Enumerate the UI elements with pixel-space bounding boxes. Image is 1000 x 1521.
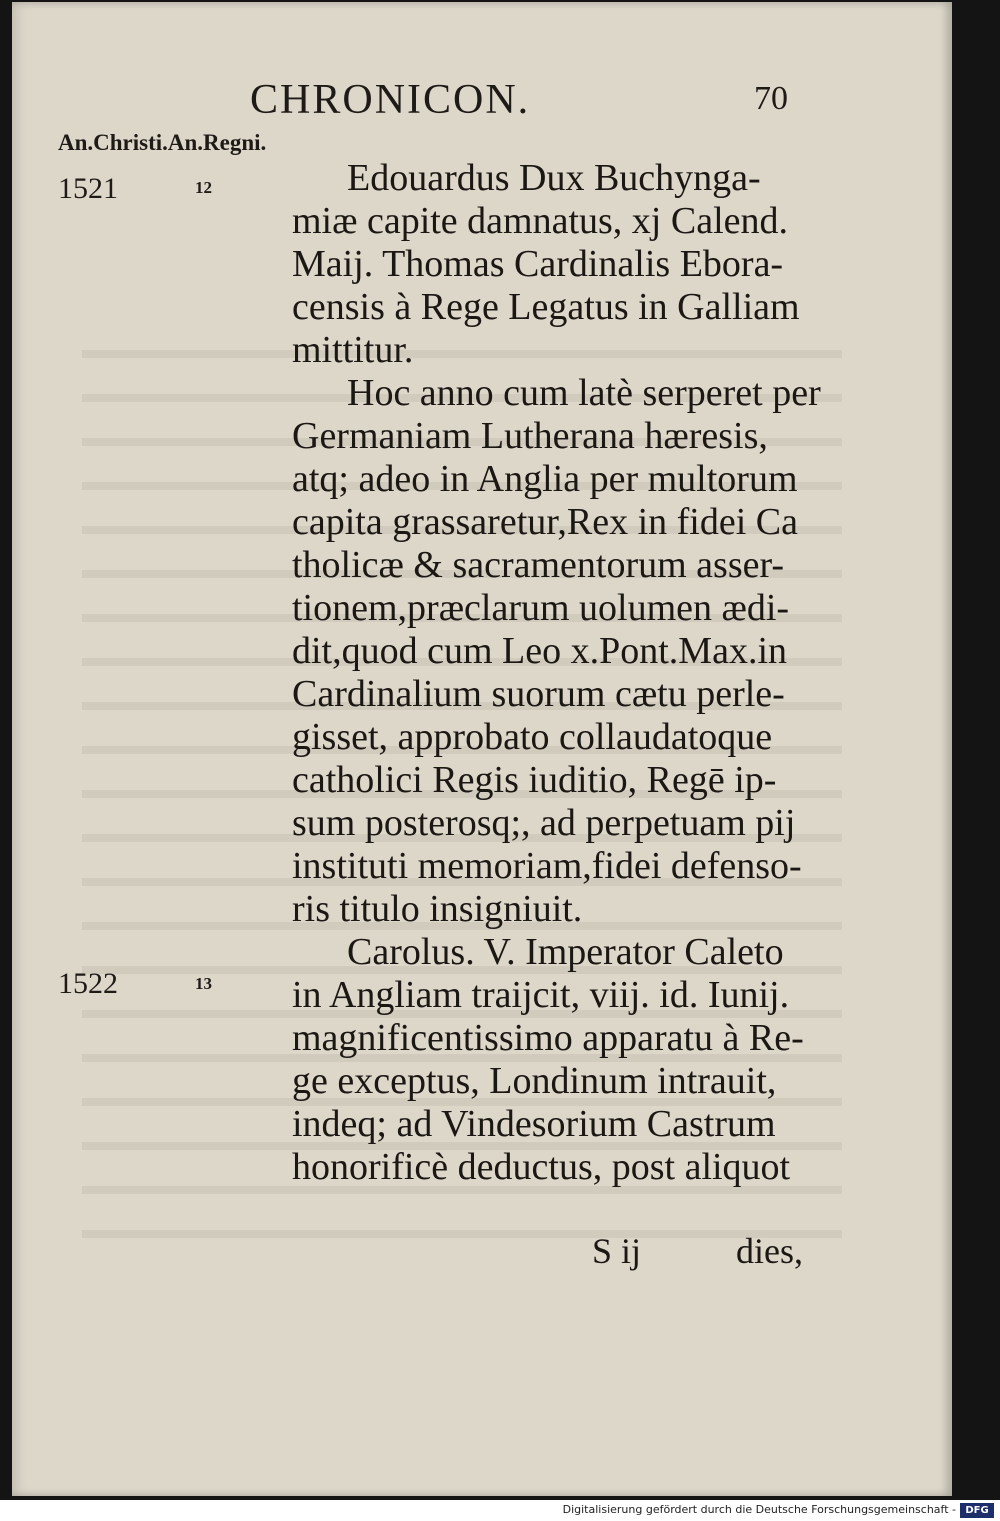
text-line: gisset, approbato collaudatoque [292, 716, 773, 758]
text-line: honorificè deductus, post aliquot [292, 1146, 791, 1188]
margin-regnal-year-12: 12 [195, 178, 212, 197]
text-line: tholicæ & sacramentorum asser- [292, 544, 785, 586]
text-line: catholici Regis iuditio, Regē ip- [292, 759, 777, 801]
funding-credit: Digitalisierung gefördert durch die Deutsche Forschungsgemeinschaft - [562, 1503, 956, 1516]
text-line: magnificentissimo apparatu à Re- [292, 1017, 804, 1059]
text-line: dit,quod cum Leo x.Pont.Max.in [292, 630, 788, 672]
margin-year-1521: 1521 [58, 172, 118, 205]
text-line: miæ capite damnatus, xj Calend. [292, 200, 789, 242]
page-number: 70 [754, 80, 788, 117]
running-head-title: CHRONICON. [250, 77, 531, 123]
catchword: dies, [736, 1231, 803, 1271]
text-line: Cardinalium suorum cætu perle- [292, 673, 785, 715]
text-line: Maij. Thomas Cardinalis Ebora- [292, 243, 784, 285]
dfg-logo: DFG [960, 1503, 994, 1518]
margin-year-1522: 1522 [58, 967, 118, 1000]
text-line: ris titulo insigniuit. [292, 888, 583, 930]
digitization-footer [0, 1500, 1000, 1521]
text-line: capita grassaretur,Rex in fidei Ca [292, 501, 799, 543]
text-line: mittitur. [292, 329, 414, 371]
text-line: indeq; ad Vindesorium Castrum [292, 1103, 776, 1145]
text-line: atq; adeo in Anglia per multorum [292, 458, 798, 500]
text-line: sum posterosq;, ad perpetuam pij [292, 802, 796, 844]
text-line: Germaniam Lutherana hæresis, [292, 415, 768, 457]
signature-mark: S ij [592, 1231, 642, 1271]
text-line: tionem,præclarum uolumen ædi- [292, 587, 790, 629]
text-line: Hoc anno cum latè serperet per [347, 372, 821, 414]
text-line: instituti memoriam,fidei defenso- [292, 845, 802, 887]
text-line: censis à Rege Legatus in Galliam [292, 286, 800, 328]
book-page [12, 2, 952, 1496]
running-head [12, 62, 952, 132]
margin-column-header: An.Christi.An.Regni. [58, 130, 267, 155]
chronicle-body-text [292, 157, 822, 1189]
text-line: Carolus. V. Imperator Caleto [347, 931, 784, 973]
text-line: Edouardus Dux Buchynga- [347, 157, 761, 199]
text-line: ge exceptus, Londinum intrauit, [292, 1060, 777, 1102]
text-line: in Angliam traijcit, viij. id. Iunij. [292, 974, 790, 1016]
margin-regnal-year-13: 13 [195, 974, 212, 993]
